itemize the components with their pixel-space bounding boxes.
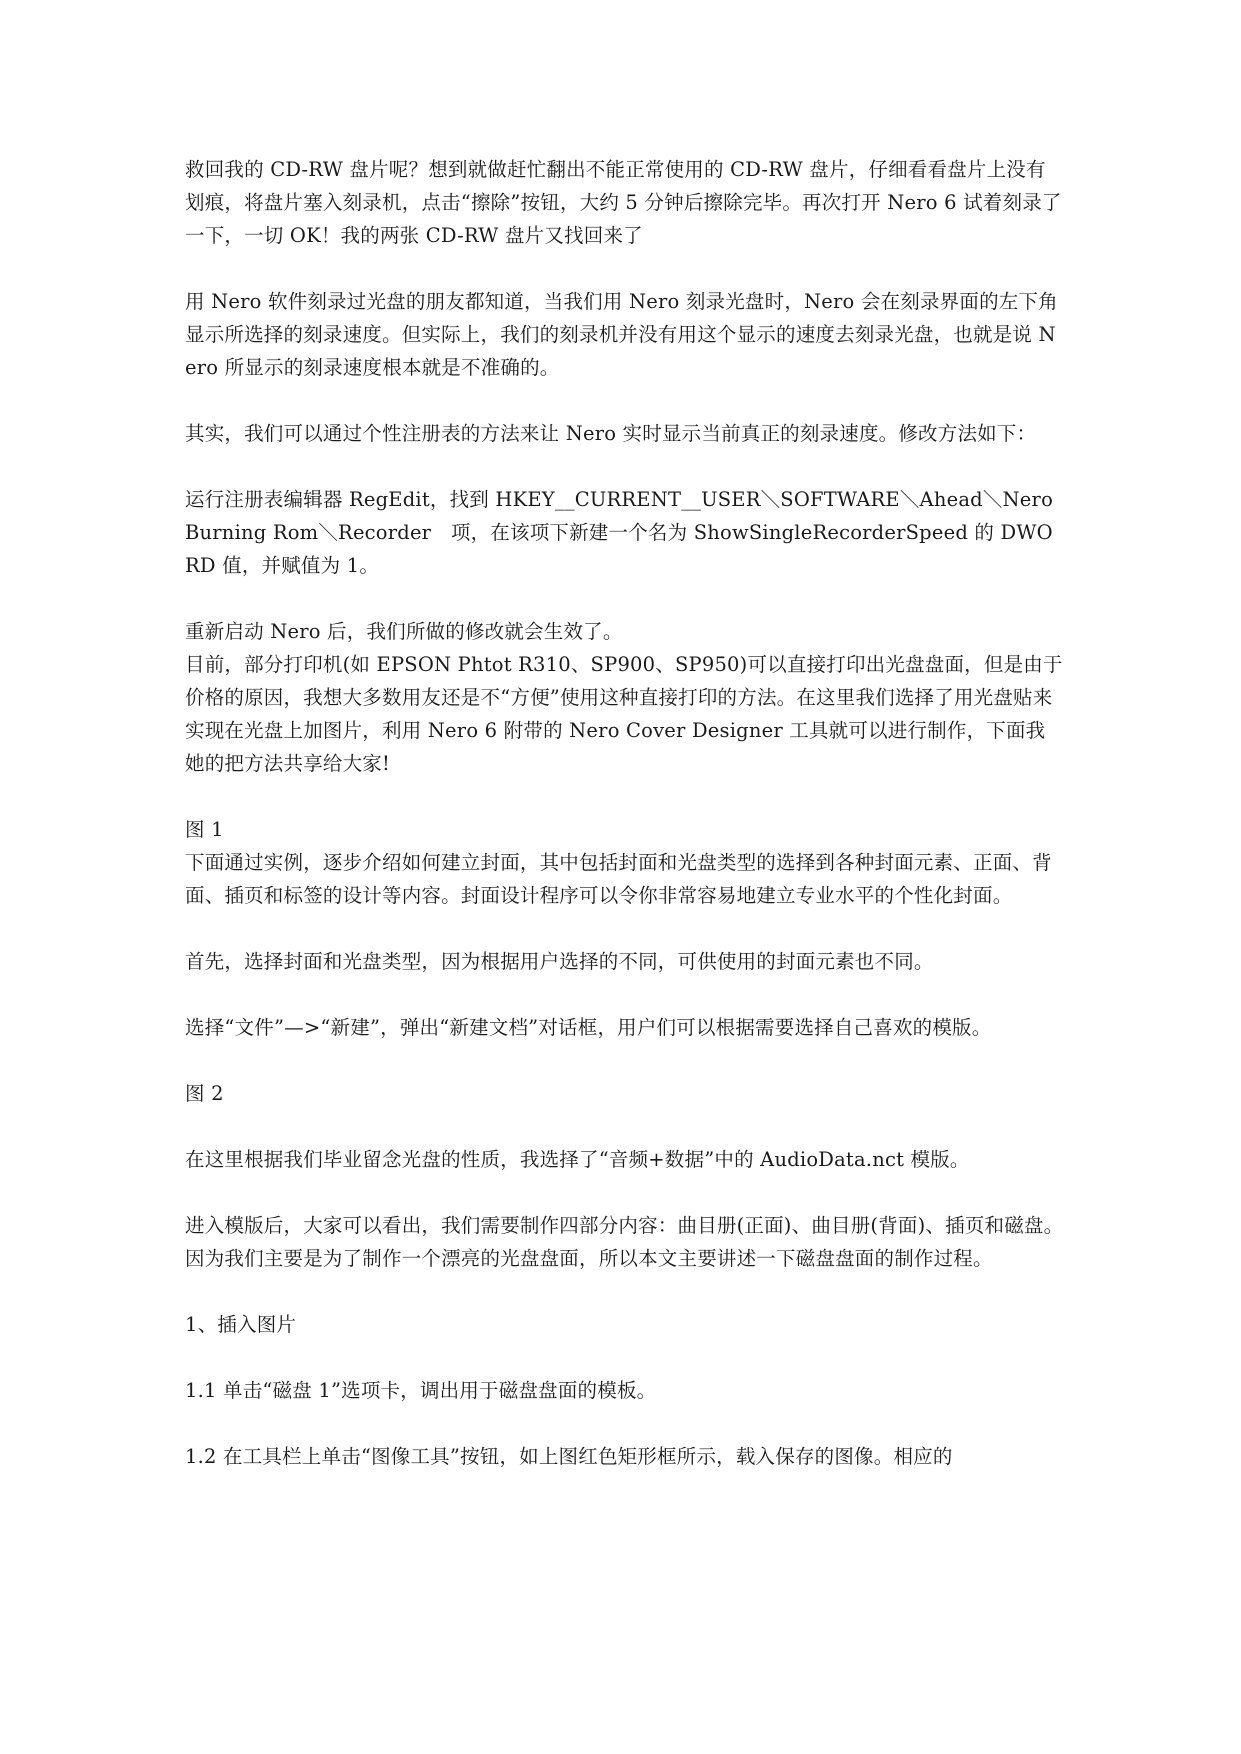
step-1-1: 1.1 单击“磁盘 1”选项卡，调出用于磁盘盘面的模板。 bbox=[185, 1379, 657, 1402]
step-1-2: 1.2 在工具栏上单击“图像工具”按钮，如上图红色矩形框所示，载入保存的图像。相应的 bbox=[185, 1445, 953, 1468]
paragraph-new-document: 选择“文件”—>“新建”，弹出“新建文档”对话框，用户们可以根据需要选择自己喜欢的模版。 bbox=[185, 1016, 992, 1039]
figure-2-caption: 图 2 bbox=[185, 1082, 224, 1105]
paragraph-template-choice: 在这里根据我们毕业留念光盘的性质，我选择了“音频+数据”中的 AudioData.nct 模版。 bbox=[185, 1148, 970, 1171]
paragraph-registry-method: 其实，我们可以通过个性注册表的方法来让 Nero 实时显示当前真正的刻录速度。修改方法如下： bbox=[185, 422, 1037, 445]
paragraph-cover-overview: 下面通过实例，逐步介绍如何建立封面，其中包括封面和光盘类型的选择到各种封面元素、正面、背面、插页和标签的设计等内容。封面设计程序可以令你非常容易地建立专业水平的个性化封面。 bbox=[185, 851, 1052, 907]
paragraph-cdrw-recovery: 救回我的 CD-RW 盘片呢？想到就做赶忙翻出不能正常使用的 CD-RW 盘片，仔细看看盘片上没有划痕，将盘片塞入刻录机，点击“擦除”按钮，大约 5 分钟后擦除完毕。再次打开 Nero 6 试着刻录了一下，一切 OK！我的两张 CD-RW 盘片又找回来了 bbox=[185, 158, 1062, 247]
paragraph-regedit-steps: 运行注册表编辑器 RegEdit，找到 HKEY__CURRENT__USER＼SOFTWARE＼Ahead＼NeroBurning Rom＼Recorder 项，在该项下新建一个名为 ShowSingleRecorderSpeed 的 DWORD 值，并赋值为 1。 bbox=[185, 488, 1054, 577]
paragraph-nero-speed-intro: 用 Nero 软件刻录过光盘的朋友都知道，当我们用 Nero 刻录光盘时，Nero 会在刻录界面的左下角显示所选择的刻录速度。但实际上，我们的刻录机并没有用这个显示的速度去刻录光盘，也就是说 Nero 所显示的刻录速度根本就是不准确的。 bbox=[185, 290, 1058, 379]
paragraph-template-parts: 进入模版后，大家可以看出，我们需要制作四部分内容：曲目册(正面)、曲目册(背面)、插页和磁盘。因为我们主要是为了制作一个漂亮的光盘盘面，所以本文主要讲述一下磁盘盘面的制作过程。 bbox=[185, 1214, 1064, 1270]
document-body bbox=[185, 153, 1065, 1506]
paragraph-restart-nero: 重新启动 Nero 后，我们所做的修改就会生效了。 bbox=[185, 620, 623, 643]
heading-insert-image: 1、插入图片 bbox=[185, 1313, 297, 1336]
figure-1-caption: 图 1 bbox=[185, 818, 224, 841]
paragraph-select-type: 首先，选择封面和光盘类型，因为根据用户选择的不同，可供使用的封面元素也不同。 bbox=[185, 950, 934, 973]
paragraph-printer-intro: 目前，部分打印机(如 EPSON Phtot R310、SP900、SP950)可以直接打印出光盘盘面，但是由于价格的原因，我想大多数用友还是不“方便”使用这种直接打印的方法。在这里我们选择了用光盘贴来实现在光盘上加图片，利用 Nero 6 附带的 Nero Cover Designer 工具就可以进行制作，下面我她的把方法共享给大家! bbox=[185, 653, 1063, 775]
